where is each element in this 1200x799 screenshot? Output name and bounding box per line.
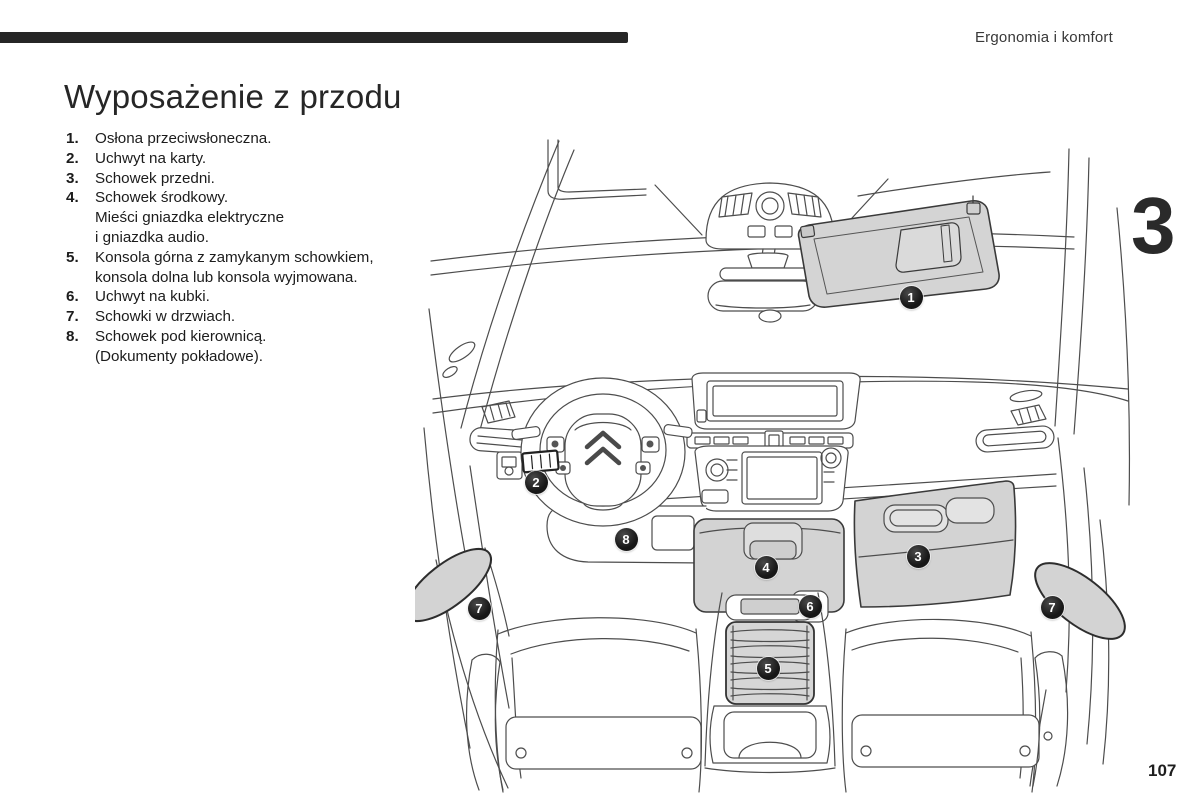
list-item-number: 3.	[66, 169, 79, 187]
list-item-text	[95, 169, 416, 189]
dashboard-figure	[415, 118, 1140, 796]
list-item-line: konsola dolna lub konsola wyjmowana.	[95, 268, 358, 286]
page-number: 107	[1148, 761, 1177, 780]
equipment-list	[66, 129, 416, 367]
door-bin-right	[1023, 550, 1136, 653]
list-item-line: Osłona przeciwsłoneczna.	[95, 130, 272, 147]
list-item-line: i gniazdka audio.	[95, 228, 209, 246]
list-item-number: 5.	[66, 248, 79, 266]
callout-badge-3: 3	[907, 545, 930, 568]
list-item-number: 7.	[66, 308, 79, 326]
list-item	[66, 149, 416, 169]
callout-badge-1: 1	[900, 286, 923, 309]
callout-badge-7: 7	[468, 597, 491, 620]
list-item-line: Schowek środkowy.	[95, 189, 229, 207]
chapter-number: 3	[1131, 181, 1176, 270]
list-item-text	[95, 307, 416, 327]
list-item-line: Konsola górna z zamykanym schowkiem,	[95, 248, 374, 266]
glovebox	[854, 481, 1015, 607]
center-stack	[695, 446, 848, 511]
door-bin-left	[415, 536, 502, 633]
list-item-line: Schowek pod kierownicą.	[95, 327, 267, 345]
list-item-line: (Dokumenty pokładowe).	[95, 347, 263, 365]
list-item-text	[95, 188, 416, 247]
list-item	[66, 169, 416, 189]
list-item-text	[95, 129, 416, 149]
list-item-line: Schowki w drzwiach.	[95, 308, 236, 326]
list-item-line: Uchwyt na kubki.	[95, 288, 210, 306]
callout-badge-2: 2	[525, 471, 548, 494]
callout-badge-4: 4	[755, 556, 778, 579]
seat-left	[467, 618, 702, 792]
callout-badge-8: 8	[615, 528, 638, 551]
list-item-text	[95, 287, 416, 307]
list-item-text	[95, 248, 416, 288]
callout-badge-6: 6	[799, 595, 822, 618]
side-vent-left	[469, 401, 528, 479]
card-holder	[522, 450, 559, 472]
list-item	[66, 307, 416, 327]
list-item-number: 4.	[66, 189, 79, 207]
rearview-mirror	[708, 249, 818, 322]
dashboard-line-art	[415, 118, 1140, 796]
page-title: Wyposażenie z przodu	[64, 78, 402, 115]
list-item-line: Schowek przedni.	[95, 169, 215, 187]
instrument-display	[692, 373, 860, 429]
callout-badge-5: 5	[757, 657, 780, 680]
list-item-number: 8.	[66, 327, 79, 345]
list-item	[66, 327, 416, 367]
list-item-text	[95, 327, 416, 367]
list-item-line: Mieści gniazdka elektryczne	[95, 209, 285, 227]
header-rule-bar	[0, 32, 628, 43]
list-item	[66, 287, 416, 307]
list-item	[66, 248, 416, 288]
a-pillar-right	[1055, 149, 1129, 505]
list-item	[66, 129, 416, 149]
list-item-line: Uchwyt na karty.	[95, 149, 207, 167]
list-item-number: 6.	[66, 288, 79, 306]
side-vent-right	[975, 389, 1054, 453]
list-item	[66, 188, 416, 247]
list-item-text	[95, 149, 416, 169]
list-item-number: 2.	[66, 149, 79, 167]
callout-badge-7: 7	[1041, 596, 1064, 619]
list-item-number: 1.	[66, 130, 79, 147]
seat-right	[842, 619, 1067, 792]
section-header: Ergonomia i komfort	[974, 29, 1113, 46]
